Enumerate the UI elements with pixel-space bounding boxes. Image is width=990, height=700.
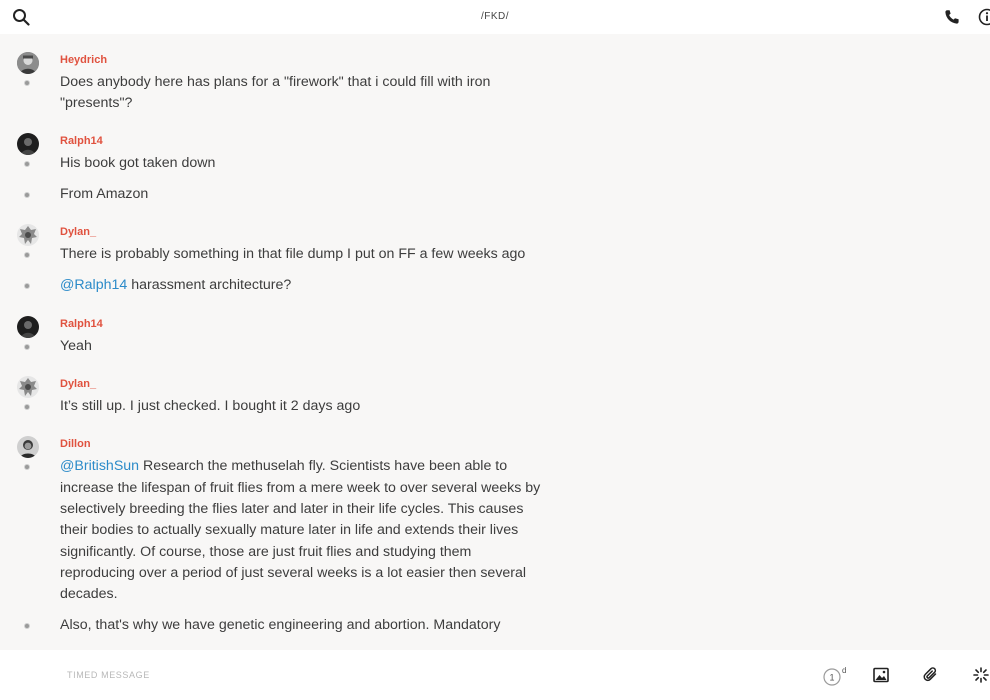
message-line: From Amazon [60, 184, 550, 205]
username[interactable]: Dylan_ [60, 378, 97, 391]
timer-unit: d [842, 666, 847, 675]
username[interactable]: Ralph14 [60, 317, 103, 330]
status-dot [24, 623, 30, 629]
status-dot [24, 252, 30, 258]
status-dot [24, 161, 30, 167]
message-group [0, 52, 990, 115]
paperclip-icon[interactable] [923, 667, 939, 683]
message-list[interactable] [0, 34, 990, 650]
message-group [0, 376, 990, 417]
mention-link[interactable]: @BritishSun [60, 458, 140, 475]
message-line: Also, that's why we have genetic engineering and abortion. Mandatory [60, 615, 550, 636]
composer-bar [0, 650, 990, 700]
avatar-heydrich[interactable] [17, 52, 39, 74]
message-line: It’s still up. I just checked. I bought it 2 days ago [60, 396, 550, 417]
avatar-dylan[interactable] [17, 224, 39, 246]
conversation-title: /FKD/ [480, 11, 510, 22]
message-line: There is probably something in that file dump I put on FF a few weeks ago [60, 244, 580, 265]
mention-link[interactable]: @Ralph14 [60, 277, 128, 294]
message-line: His book got taken down [60, 153, 550, 174]
message-group [0, 224, 990, 297]
sparkle-icon[interactable] [973, 667, 989, 683]
username[interactable]: Dillon [60, 438, 91, 451]
message-group [0, 133, 990, 206]
avatar-dillon[interactable] [17, 436, 39, 458]
message-group [0, 316, 990, 357]
username[interactable]: Dylan_ [60, 226, 97, 239]
status-dot [24, 344, 30, 350]
info-icon[interactable] [978, 8, 990, 26]
status-dot [24, 404, 30, 410]
avatar-ralph14[interactable] [17, 133, 39, 155]
username[interactable]: Ralph14 [60, 134, 103, 147]
avatar-ralph14[interactable] [17, 316, 39, 338]
message-line: Does anybody here has plans for a "firework" that i could fill with iron "presents"? [60, 72, 550, 115]
top-bar [0, 0, 990, 34]
avatar-dylan[interactable] [17, 376, 39, 398]
timer-value: 1 [829, 672, 835, 683]
message-line: @Ralph14 harassment architecture? [60, 275, 550, 296]
status-dot [24, 464, 30, 470]
status-dot [24, 80, 30, 86]
username[interactable]: Heydrich [60, 54, 108, 66]
timer-icon[interactable] [822, 666, 848, 688]
image-icon[interactable] [873, 667, 889, 683]
message-line: @BritishSun Research the methuselah fly. Scientists have been able to increase the lifespan of fruit flies from a mere week to over several weeks by selectively breeding the flies later and later in their life cycles. This causes their bodies to actually sexually mature later in life and extends their lives significantly. Of course, those are just fruit flies and studying them reproducing over a period of just several weeks is a lot easier then several decades. [60, 456, 550, 605]
status-dot [24, 283, 30, 289]
message-group [0, 436, 990, 636]
phone-icon[interactable] [944, 9, 960, 25]
status-dot [24, 192, 30, 198]
message-input[interactable]: TIMED MESSAGE [67, 670, 150, 680]
message-line: Yeah [60, 336, 550, 357]
